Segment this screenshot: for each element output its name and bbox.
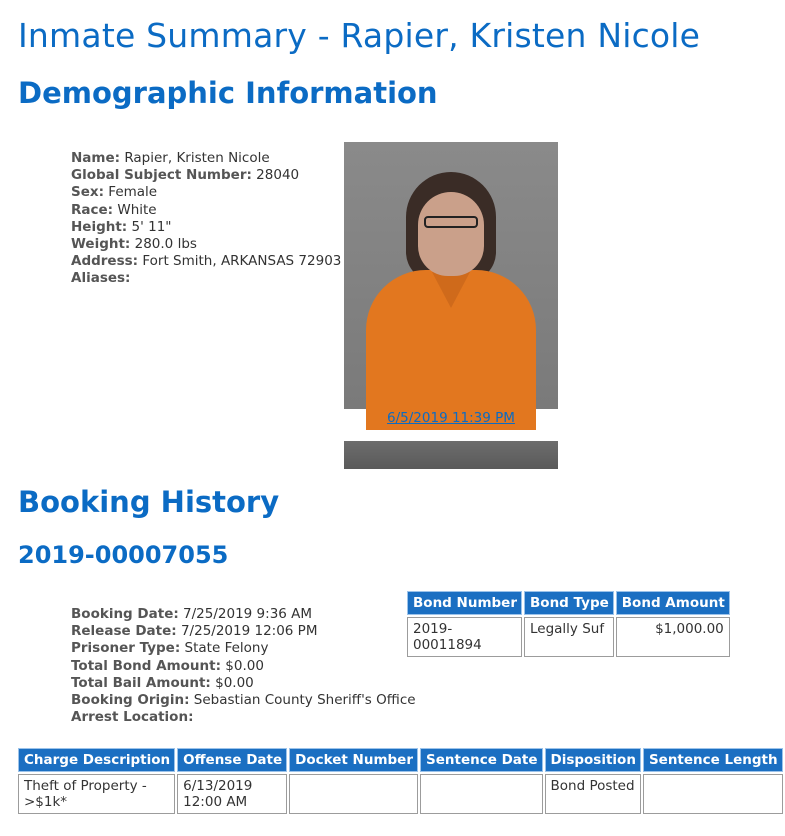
- demographic-details: [71, 150, 341, 288]
- docket-number-header[interactable]: Docket Number: [289, 748, 418, 772]
- booking-details: [71, 606, 416, 726]
- offense-date-header[interactable]: Offense Date: [177, 748, 287, 772]
- race-row: Race: White: [71, 201, 157, 218]
- demographic-heading: Demographic Information: [18, 76, 438, 110]
- total-bond-row: Total Bond Amount: $0.00: [71, 657, 264, 674]
- charge-description-cell: Theft of Property - >$1k*: [18, 774, 175, 814]
- disposition-cell: Bond Posted: [545, 774, 641, 814]
- disposition-header[interactable]: Disposition: [545, 748, 641, 772]
- booking-origin-row: Booking Origin: Sebastian County Sheriff's Office: [71, 692, 416, 709]
- bond-table: [405, 589, 732, 659]
- address-row: Address: Fort Smith, ARKANSAS 72903: [71, 253, 342, 270]
- aliases-row: Aliases:: [71, 270, 131, 287]
- offense-date-cell: 6/13/2019 12:00 AM: [177, 774, 287, 814]
- charge-description-header[interactable]: Charge Description: [18, 748, 175, 772]
- prisoner-type-row: Prisoner Type: State Felony: [71, 640, 269, 657]
- mugshot-photo[interactable]: [344, 142, 558, 409]
- total-bail-row: Total Bail Amount: $0.00: [71, 674, 254, 691]
- name-row: Name: Rapier, Kristen Nicole: [71, 150, 270, 166]
- sentence-length-header[interactable]: Sentence Length: [643, 748, 783, 772]
- booking-history-heading: Booking History: [18, 485, 280, 519]
- subject-number-row: Global Subject Number: 28040: [71, 167, 300, 184]
- photo-date-link[interactable]: 6/5/2019 11:39 PM: [387, 410, 515, 426]
- bond-number-cell: 2019-00011894: [407, 617, 522, 657]
- bond-type-header[interactable]: Bond Type: [524, 591, 614, 615]
- table-row: [18, 774, 783, 814]
- sentence-date-cell: [420, 774, 543, 814]
- bond-number-header[interactable]: Bond Number: [407, 591, 522, 615]
- table-row: [407, 617, 730, 657]
- release-date-row: Release Date: 7/25/2019 12:06 PM: [71, 623, 318, 640]
- sex-row: Sex: Female: [71, 184, 158, 201]
- docket-number-cell: [289, 774, 418, 814]
- height-row: Height: 5' 11": [71, 218, 172, 235]
- booking-date-row: Booking Date: 7/25/2019 9:36 AM: [71, 606, 313, 622]
- charge-header-row: [18, 748, 783, 772]
- booking-number: 2019-00007055: [18, 541, 229, 569]
- page-title: Inmate Summary - Rapier, Kristen Nicole: [18, 16, 701, 55]
- second-photo-thumbnail[interactable]: [344, 441, 558, 469]
- bond-header-row: [407, 591, 730, 615]
- bond-amount-cell: $1,000.00: [616, 617, 730, 657]
- charge-table: [16, 746, 785, 816]
- sentence-date-header[interactable]: Sentence Date: [420, 748, 543, 772]
- bond-type-cell: Legally Suf: [524, 617, 614, 657]
- sentence-length-cell: [643, 774, 783, 814]
- arrest-location-row: Arrest Location:: [71, 709, 194, 726]
- weight-row: Weight: 280.0 lbs: [71, 236, 197, 253]
- bond-amount-header[interactable]: Bond Amount: [616, 591, 730, 615]
